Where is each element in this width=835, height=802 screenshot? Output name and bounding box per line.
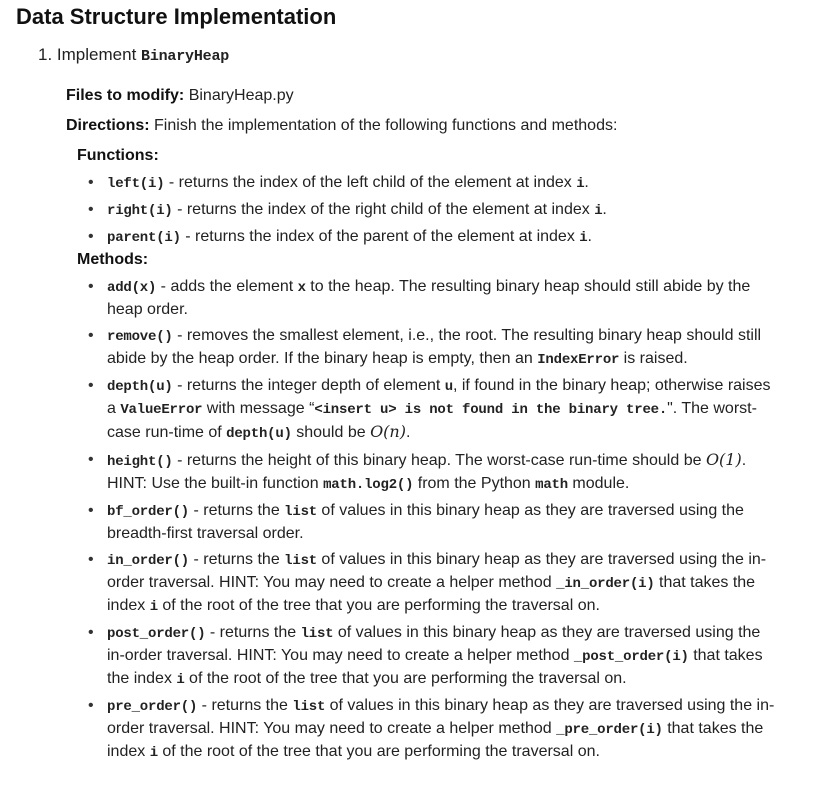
list-item bbox=[86, 375, 776, 445]
method-description: of values in this binary heap as they are traversed using the in-order traversal. HINT: You may need to create a helper method bbox=[107, 624, 761, 664]
files-label: Files to modify: bbox=[66, 87, 185, 104]
big-o-notation: O(n) bbox=[370, 422, 406, 441]
method-description: - returns the bbox=[189, 502, 285, 519]
list-item bbox=[86, 500, 776, 545]
directions-label: Directions: bbox=[66, 117, 150, 134]
inline-code: math.log2() bbox=[323, 477, 414, 493]
method-description: of the root of the tree that you are performing the traversal on. bbox=[157, 743, 600, 760]
function-signature: right(i) bbox=[107, 203, 173, 219]
method-description: from the Python bbox=[413, 475, 536, 492]
method-description: - returns the bbox=[197, 697, 293, 714]
inline-code: <insert u> is not found in the binary tree. bbox=[314, 402, 668, 418]
inline-code: i bbox=[594, 203, 603, 219]
inline-code: depth(u) bbox=[226, 426, 292, 442]
method-description: is raised. bbox=[619, 350, 688, 367]
functions-heading: Functions: bbox=[77, 147, 159, 164]
method-description: with message “ bbox=[202, 400, 315, 417]
method-description: of the root of the tree that you are performing the traversal on. bbox=[157, 597, 600, 614]
method-description: of values in this binary heap as they are traversed using the in-order traversal. HINT: You may need to create a helper method bbox=[107, 697, 775, 737]
method-description: , if found in the binary heap; otherwise raises a bbox=[107, 377, 771, 417]
punctuation: . bbox=[602, 201, 607, 218]
method-description: . HINT: Use the built-in function bbox=[107, 452, 747, 492]
big-o-notation: O(1) bbox=[705, 450, 742, 469]
inline-code: IndexError bbox=[537, 352, 620, 368]
section-class-name: BinaryHeap bbox=[141, 48, 230, 65]
list-item bbox=[86, 325, 776, 371]
function-signature: parent(i) bbox=[107, 230, 181, 246]
list-item bbox=[86, 172, 776, 195]
method-description: that takes the index bbox=[107, 647, 763, 687]
method-description: of values in this binary heap as they are traversed using the in-order traversal. HINT: You may need to create a helper method bbox=[107, 551, 767, 591]
method-description: - adds the element bbox=[156, 278, 298, 295]
inline-code: _pre_order(i) bbox=[556, 722, 663, 738]
inline-code: i bbox=[579, 230, 588, 246]
files-to-modify bbox=[66, 87, 294, 105]
section-number: 1. bbox=[38, 45, 53, 64]
method-signature: height() bbox=[107, 454, 173, 470]
method-description: to the heap. The resulting binary heap should still abide by the heap order. bbox=[107, 278, 751, 318]
punctuation: . bbox=[405, 424, 411, 441]
list-item bbox=[86, 276, 776, 321]
inline-code: list bbox=[300, 626, 334, 642]
files-value: BinaryHeap.py bbox=[188, 87, 294, 104]
directions-value: Finish the implementation of the following functions and methods: bbox=[154, 117, 618, 134]
method-description: ". The worst-case run-time of bbox=[107, 400, 757, 441]
inline-code: _post_order(i) bbox=[573, 649, 689, 665]
inline-code: ValueError bbox=[120, 402, 203, 418]
method-description: module. bbox=[567, 475, 630, 492]
method-signature: pre_order() bbox=[107, 699, 198, 715]
method-description: of values in this binary heap as they are traversed using the breadth-first traversal order. bbox=[107, 502, 744, 542]
method-signature: depth(u) bbox=[107, 379, 173, 395]
function-description: - returns the index of the left child of the element at index bbox=[164, 174, 577, 191]
method-description: that takes the index bbox=[107, 720, 764, 760]
inline-code: u bbox=[444, 379, 453, 395]
inline-code: i bbox=[149, 599, 158, 615]
inline-code: x bbox=[297, 280, 306, 296]
method-description: - returns the bbox=[189, 551, 285, 568]
inline-code: _in_order(i) bbox=[556, 576, 655, 592]
inline-code: i bbox=[149, 745, 158, 761]
method-description: - removes the smallest element, i.e., the root. The resulting binary heap should still abide by the heap order. If the binary heap is empty, then an bbox=[107, 327, 762, 367]
list-item bbox=[86, 622, 776, 691]
inline-code: math bbox=[535, 477, 568, 493]
inline-code: list bbox=[292, 699, 326, 715]
directions bbox=[66, 117, 617, 135]
list-item bbox=[86, 695, 776, 764]
method-description: of the root of the tree that you are performing the traversal on. bbox=[184, 670, 627, 687]
methods-list bbox=[86, 276, 776, 768]
method-description: - returns the bbox=[205, 624, 301, 641]
list-item bbox=[86, 199, 776, 222]
method-description: that takes the index bbox=[107, 574, 756, 614]
punctuation: . bbox=[584, 174, 589, 191]
list-item bbox=[86, 226, 776, 249]
punctuation: . bbox=[587, 228, 592, 245]
method-description: - returns the height of this binary heap. The worst-case run-time should be bbox=[172, 452, 706, 469]
method-signature: remove() bbox=[107, 329, 173, 345]
method-signature: add(x) bbox=[107, 280, 157, 296]
list-item bbox=[86, 549, 776, 618]
method-description: - returns the integer depth of element bbox=[172, 377, 445, 394]
function-description: - returns the index of the parent of the element at index bbox=[180, 228, 580, 245]
function-signature: left(i) bbox=[107, 176, 165, 192]
section-label: Implement bbox=[56, 45, 137, 64]
inline-code: list bbox=[284, 504, 317, 520]
functions-list bbox=[86, 172, 776, 249]
method-signature: bf_order() bbox=[107, 504, 190, 520]
methods-heading: Methods: bbox=[77, 251, 149, 268]
inline-code: list bbox=[284, 553, 317, 569]
function-description: - returns the index of the right child of the element at index bbox=[172, 201, 595, 218]
page-title: Data Structure Implementation bbox=[16, 4, 337, 29]
section-heading bbox=[38, 45, 229, 65]
method-signature: in_order() bbox=[107, 553, 190, 569]
method-description: should be bbox=[291, 424, 371, 441]
method-signature: post_order() bbox=[107, 626, 206, 642]
inline-code: i bbox=[576, 176, 585, 192]
inline-code: i bbox=[176, 672, 185, 688]
list-item bbox=[86, 449, 776, 496]
